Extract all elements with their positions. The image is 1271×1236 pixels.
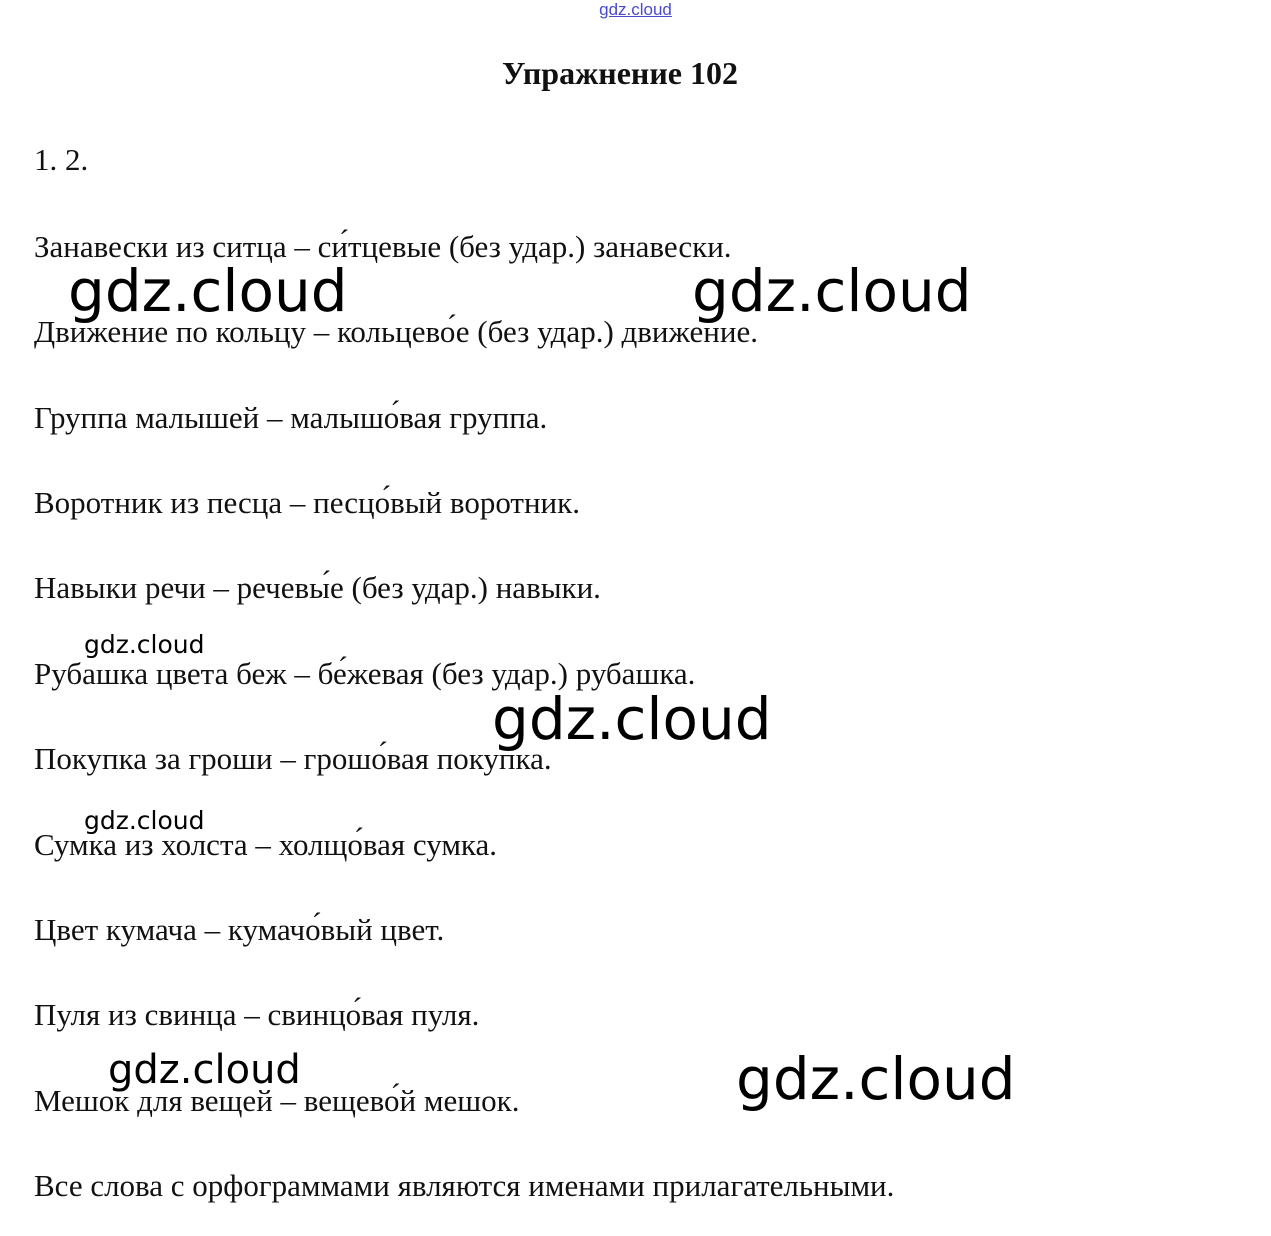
page-title: Упражнение 102	[501, 55, 738, 91]
answer-line-6: Рубашка цвета беж – бе́жевая (без удар.) рубашка.	[34, 656, 696, 691]
answer-line-2: Движение по кольцу – кольцево́е (без удар.) движение.	[34, 314, 758, 349]
answer-line-9: Цвет кумача – кумачо́вый цвет.	[34, 912, 445, 947]
watermark: gdz.cloud	[736, 1045, 1016, 1113]
watermark: gdz.cloud	[84, 806, 205, 835]
answer-line-3: Группа малышей – малышо́вая группа.	[34, 400, 548, 435]
watermark: gdz.cloud	[692, 257, 972, 325]
task-numbers: 1. 2.	[34, 142, 89, 177]
watermark: gdz.cloud	[108, 1047, 301, 1093]
answer-line-7: Покупка за гроши – грошо́вая покупка.	[34, 741, 552, 776]
answer-line-4: Воротник из песца – песцо́вый воротник.	[34, 485, 580, 520]
answer-line-5: Навыки речи – речевы́е (без удар.) навыки.	[34, 570, 601, 605]
watermark: gdz.cloud	[84, 630, 205, 659]
watermark: gdz.cloud	[68, 257, 348, 325]
answer-line-1: Занавески из ситца – си́тцевые (без удар.) занавески.	[34, 229, 732, 264]
answer-line-10: Пуля из свинца – свинцо́вая пуля.	[34, 997, 480, 1032]
site-watermark-top[interactable]: gdz.cloud	[599, 0, 672, 19]
watermark: gdz.cloud	[492, 685, 772, 753]
conclusion-line: Все слова с орфограммами являются именами прилагательными.	[34, 1168, 895, 1203]
answer-line-11: Мешок для вещей – вещево́й мешок.	[34, 1083, 520, 1118]
answer-line-8: Сумка из холста – холщо́вая сумка.	[34, 827, 498, 862]
